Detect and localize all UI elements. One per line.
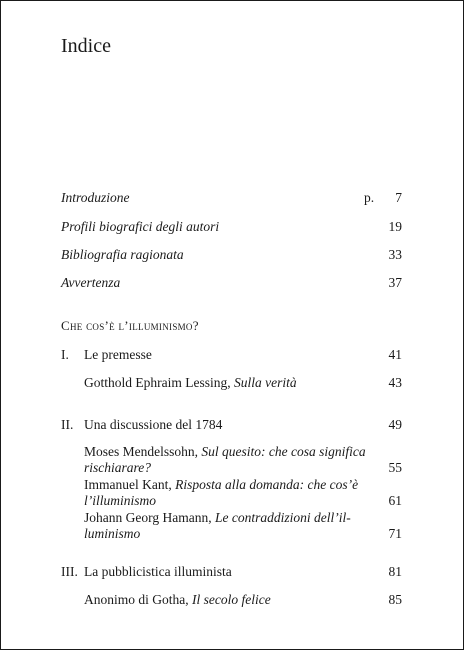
toc-entry-avvertenza[interactable]: Avvertenza <box>61 275 121 290</box>
toc-entry-profili[interactable]: Profili biografici degli autori <box>61 219 220 234</box>
toc-entry[interactable] <box>84 591 271 608</box>
chapter-number: II. <box>61 417 74 432</box>
entry-author: Johann Georg Hamann, <box>84 510 215 525</box>
entry-work-continued: rischiarare? <box>84 460 151 475</box>
chapter-title[interactable]: Una discussione del 1784 <box>84 417 223 432</box>
entry-author: Immanuel Kant, <box>84 477 176 492</box>
page-prefix: p. <box>364 190 375 205</box>
chapter-title[interactable]: La pubblicistica illuminista <box>84 564 232 579</box>
toc-entry[interactable] <box>84 374 297 391</box>
entry-author: Anonimo di Gotha, <box>84 592 192 607</box>
toc-entry-introduzione[interactable]: Introduzione <box>61 190 130 205</box>
page-number: 81 <box>388 564 402 579</box>
entry-work: Risposta alla domanda: che cos’è <box>175 477 359 492</box>
page-number: 55 <box>388 460 402 475</box>
entry-work: Le contraddizioni dell’il- <box>214 510 351 525</box>
toc-entry[interactable] <box>84 476 358 493</box>
page-number: 37 <box>388 275 402 290</box>
entry-work-continued: luminismo <box>84 526 141 541</box>
chapter-title[interactable]: Le premesse <box>84 347 152 362</box>
page-title: Indice <box>61 35 111 57</box>
entry-work-continued: l’illuminismo <box>84 493 157 508</box>
page-number: 41 <box>388 347 402 362</box>
page-number: 7 <box>395 190 402 205</box>
entry-author: Gotthold Ephraim Lessing, <box>84 375 234 390</box>
section-heading: Che cos’è l’illuminismo? <box>61 318 199 333</box>
page-number: 19 <box>388 219 402 234</box>
page-number: 61 <box>388 493 402 508</box>
toc-entry[interactable] <box>84 443 366 460</box>
entry-work: Sulla verità <box>233 375 297 390</box>
page-number: 43 <box>388 375 402 390</box>
toc-entry-bibliografia[interactable]: Bibliografia ragionata <box>61 247 184 262</box>
entry-author: Moses Mendelssohn, <box>84 444 202 459</box>
chapter-number: III. <box>61 564 78 579</box>
page-number: 49 <box>388 417 402 432</box>
page-number: 33 <box>388 247 402 262</box>
entry-work: Sul quesito: che cosa significa <box>201 444 366 459</box>
chapter-number: I. <box>61 347 69 362</box>
entry-work: Il secolo felice <box>192 592 271 607</box>
page-number: 85 <box>388 592 402 607</box>
toc-entry[interactable] <box>84 509 351 526</box>
page-number: 71 <box>388 526 402 541</box>
